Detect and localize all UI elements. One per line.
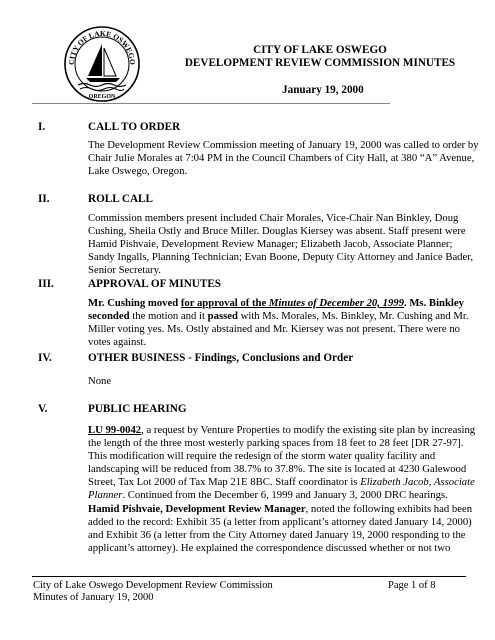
other-business-text: None (88, 375, 112, 387)
section-title-other-business: OTHER BUSINESS - Findings, Conclusions and Order (88, 352, 354, 364)
call-to-order-text: The Development Review Commission meeting of January 19, 2000 was called to order by Chair Julie Morales at 7:04 PM in the Council Chambers of City Hall, at 380 “A” Avenue, Lake Oswego, Oregon. (88, 139, 479, 177)
section-title-roll-call: ROLL CALL (88, 193, 153, 205)
footer-subtitle: Minutes of January 19, 2000 (33, 592, 154, 603)
hearing-request-text: LU 99-0042, a request by Venture Properties to modify the existing site plan by increasing the length of the three most westerly parking spaces from 18 feet to 28 feet [DR 27-97]. This modification will require the redesign of the storm water quality facility and landscaping will be reduced from 38.7% to 37.8%. The site is located at 4230 Galewood Street, Tax Lot 2000 of Tax Map 21E 8BC. Staff coordinator is Elizabeth Jacob, Associate Planner. Continued from the December 6, 1999 and January 3, 2000 DRC hearings. (88, 424, 476, 501)
header-city: CITY OF LAKE OSWEGO (253, 44, 387, 56)
section-title-approval: APPROVAL OF MINUTES (88, 278, 222, 290)
section-number: V. (38, 403, 48, 415)
footer-divider (32, 576, 466, 577)
header-title: DEVELOPMENT REVIEW COMMISSION MINUTES (184, 57, 456, 69)
header-divider (32, 103, 390, 104)
header-date: January 19, 2000 (282, 84, 364, 96)
section-number: II. (38, 193, 50, 205)
footer-title: City of Lake Oswego Development Review Commission (33, 580, 273, 591)
city-seal-logo (62, 24, 142, 104)
hearing-staff-report-text: Hamid Pishvaie, Development Review Manager, noted the following exhibits had been added to the record: Exhibit 35 (a letter from applicant’s attorney dated January 14, 2000) and Exhibit 36 (a letter from the City Attorney dated January 19, 2000 responding to the applicant’s attorney). He explained the correspondence discussed whether or not two (88, 503, 473, 554)
approval-text: Mr. Cushing moved for approval of the Minutes of December 20, 1999. Ms. Binkley seconded the motion and it passed with Ms. Morales, Ms. Binkley, Mr. Cushing and Mr. Miller voting yes. Ms. Ostly abstained and Mr. Kiersey was not present. There were no votes against. (88, 297, 469, 348)
section-title-public-hearing: PUBLIC HEARING (88, 403, 187, 415)
seal-bottom-text: OREGON (88, 94, 116, 100)
case-number-link: LU 99-0042 (88, 424, 142, 436)
section-number: III. (38, 278, 54, 290)
page-number: Page 1 of 8 (388, 580, 436, 591)
roll-call-text: Commission members present included Chair Morales, Vice-Chair Nan Binkley, Doug Cushing, Sheila Ostly and Bruce Miller. Douglas Kiersey was absent. Staff present were Hamid Pishvaie, Development Review Manager; Elizabeth Jacob, Associate Planner; Sandy Ingalls, Planning Technician; Evan Boone, Deputy City Attorney and Janice Bader, Senior Secretary. (88, 212, 474, 276)
section-number: IV. (38, 352, 52, 364)
section-number: I. (38, 121, 46, 133)
section-title-call-to-order: CALL TO ORDER (88, 121, 181, 133)
seal-top-text: CITY OF LAKE OSWEGO (66, 28, 138, 66)
